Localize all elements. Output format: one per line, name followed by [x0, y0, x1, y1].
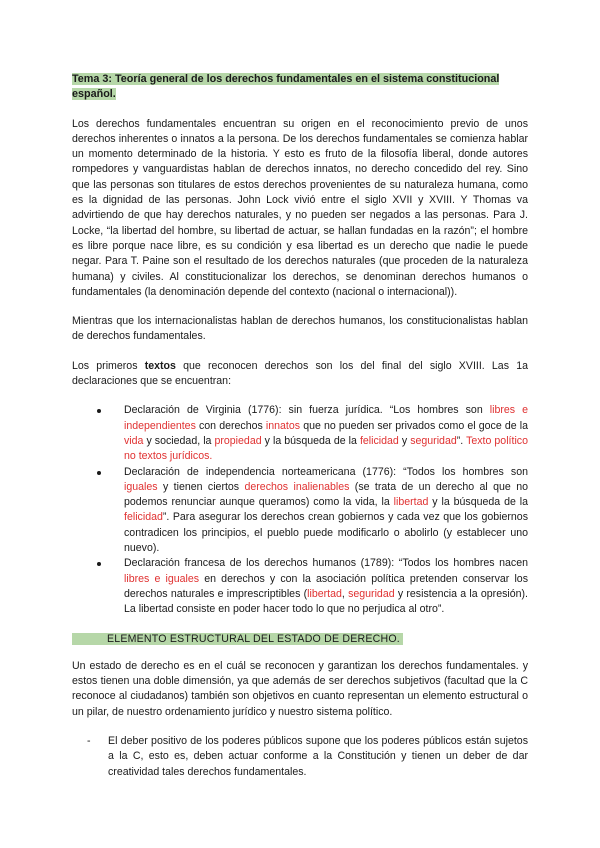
declarations-list	[72, 403, 528, 617]
paragraph-first-texts: Los primeros textos que reconocen derechos son los del final del siglo XVIII. Las 1a declaraciones que se encuentran:	[72, 359, 528, 388]
page-title	[72, 72, 528, 103]
bold-textos: textos	[144, 359, 176, 372]
list-item-independence: Declaración de independencia norteamericana (1776): “Todos los hombres son iguales y tienen ciertos derechos inalienables (se trata de un derecho al que no podemos renunciar aunque queramos) como la vida, la libertad y la búsqueda de la felicidad”. Para asegurar los derechos crean gobiernos y cada vez que los gobiernos contradicen los principios, el pueblo puede modificarlo o abolirlo (y establecer uno nuevo).	[72, 465, 528, 557]
list-item-positive-duty: - El deber positivo de los poderes públicos supone que los poderes públicos están sujetos a la C, esto es, deben actuar conforme a la Constitución y tienen un deber de dar creatividad tales derechos fundamentales.	[72, 734, 528, 780]
document-page	[72, 72, 528, 780]
list-item-virginia: Declaración de Virginia (1776): sin fuerza jurídica. “Los hombres son libres e independientes con derechos innatos que no pueden ser privados como el goce de la vida y sociedad, la propiedad y la búsqueda de la felicidad y seguridad”. Texto político no textos jurídicos.	[72, 403, 528, 464]
list-item-french: Declaración francesa de los derechos humanos (1789): “Todos los hombres nacen libres e iguales en derechos y con la asociación política pretenden conservar los derechos naturales e imprescriptibles (libertad, seguridad y resistencia a la opresión). La libertad consiste en poder hacer todo lo que no perjudica al otro”.	[72, 556, 528, 617]
dash-list	[72, 734, 528, 780]
section-heading: ELEMENTO ESTRUCTURAL DEL ESTADO DE DERECHO.	[72, 632, 528, 647]
title-highlight: Tema 3: Teoría general de los derechos fundamentales en el sistema constitucional español.	[72, 73, 500, 101]
paragraph-rule-of-law: Un estado de derecho es en el cuál se reconocen y garantizan los derechos fundamentales. y estos tienen una doble dimensión, ya que además de ser derechos subjetivos (facultad que la C reconoce al ciudadanos) también son objetivos en cuanto representan un elemento estructural o un pilar, de nuestro ordenamiento jurídico y nuestro sistema político.	[72, 659, 528, 718]
paragraph-internationalists: Mientras que los internacionalistas hablan de derechos humanos, los constitucionalistas hablan de derechos fundamentales.	[72, 315, 528, 343]
paragraph-origin: Los derechos fundamentales encuentran su origen en el reconocimiento previo de unos derechos inherentes o innatos a la persona. De los derechos fundamentales se comienza hablar un momento determinado de la historia. Y esto es fruto de la filosofía liberal, donde autores rompedores y vanguardistas hablan de derechos innatos, no derecho concedido del rey. Sino que las personas son titulares de estos derechos provenientes de su naturaleza humana, como es la dignidad de las personas. John Lock vivió entre el siglo XVII y XVIII. Y Thomas va advirtiendo de que hay derechos naturales, y no pueden ser negados a las personas. Para J. Locke, “la libertad del hombre, su libertad de actuar, se hallan fundadas en la razón”; el hombre es libre porque nace libre, es su condición y esa libertad es un derecho que nadie le puede negar. Para T. Paine son el resultado de los derechos naturales (que proceden de la naturaleza humana) y civiles. Al constitucionalizar los derechos, se denominan derechos humanos o fundamentales (la denominación depende del contexto (nacional o internacional)).	[72, 117, 528, 298]
